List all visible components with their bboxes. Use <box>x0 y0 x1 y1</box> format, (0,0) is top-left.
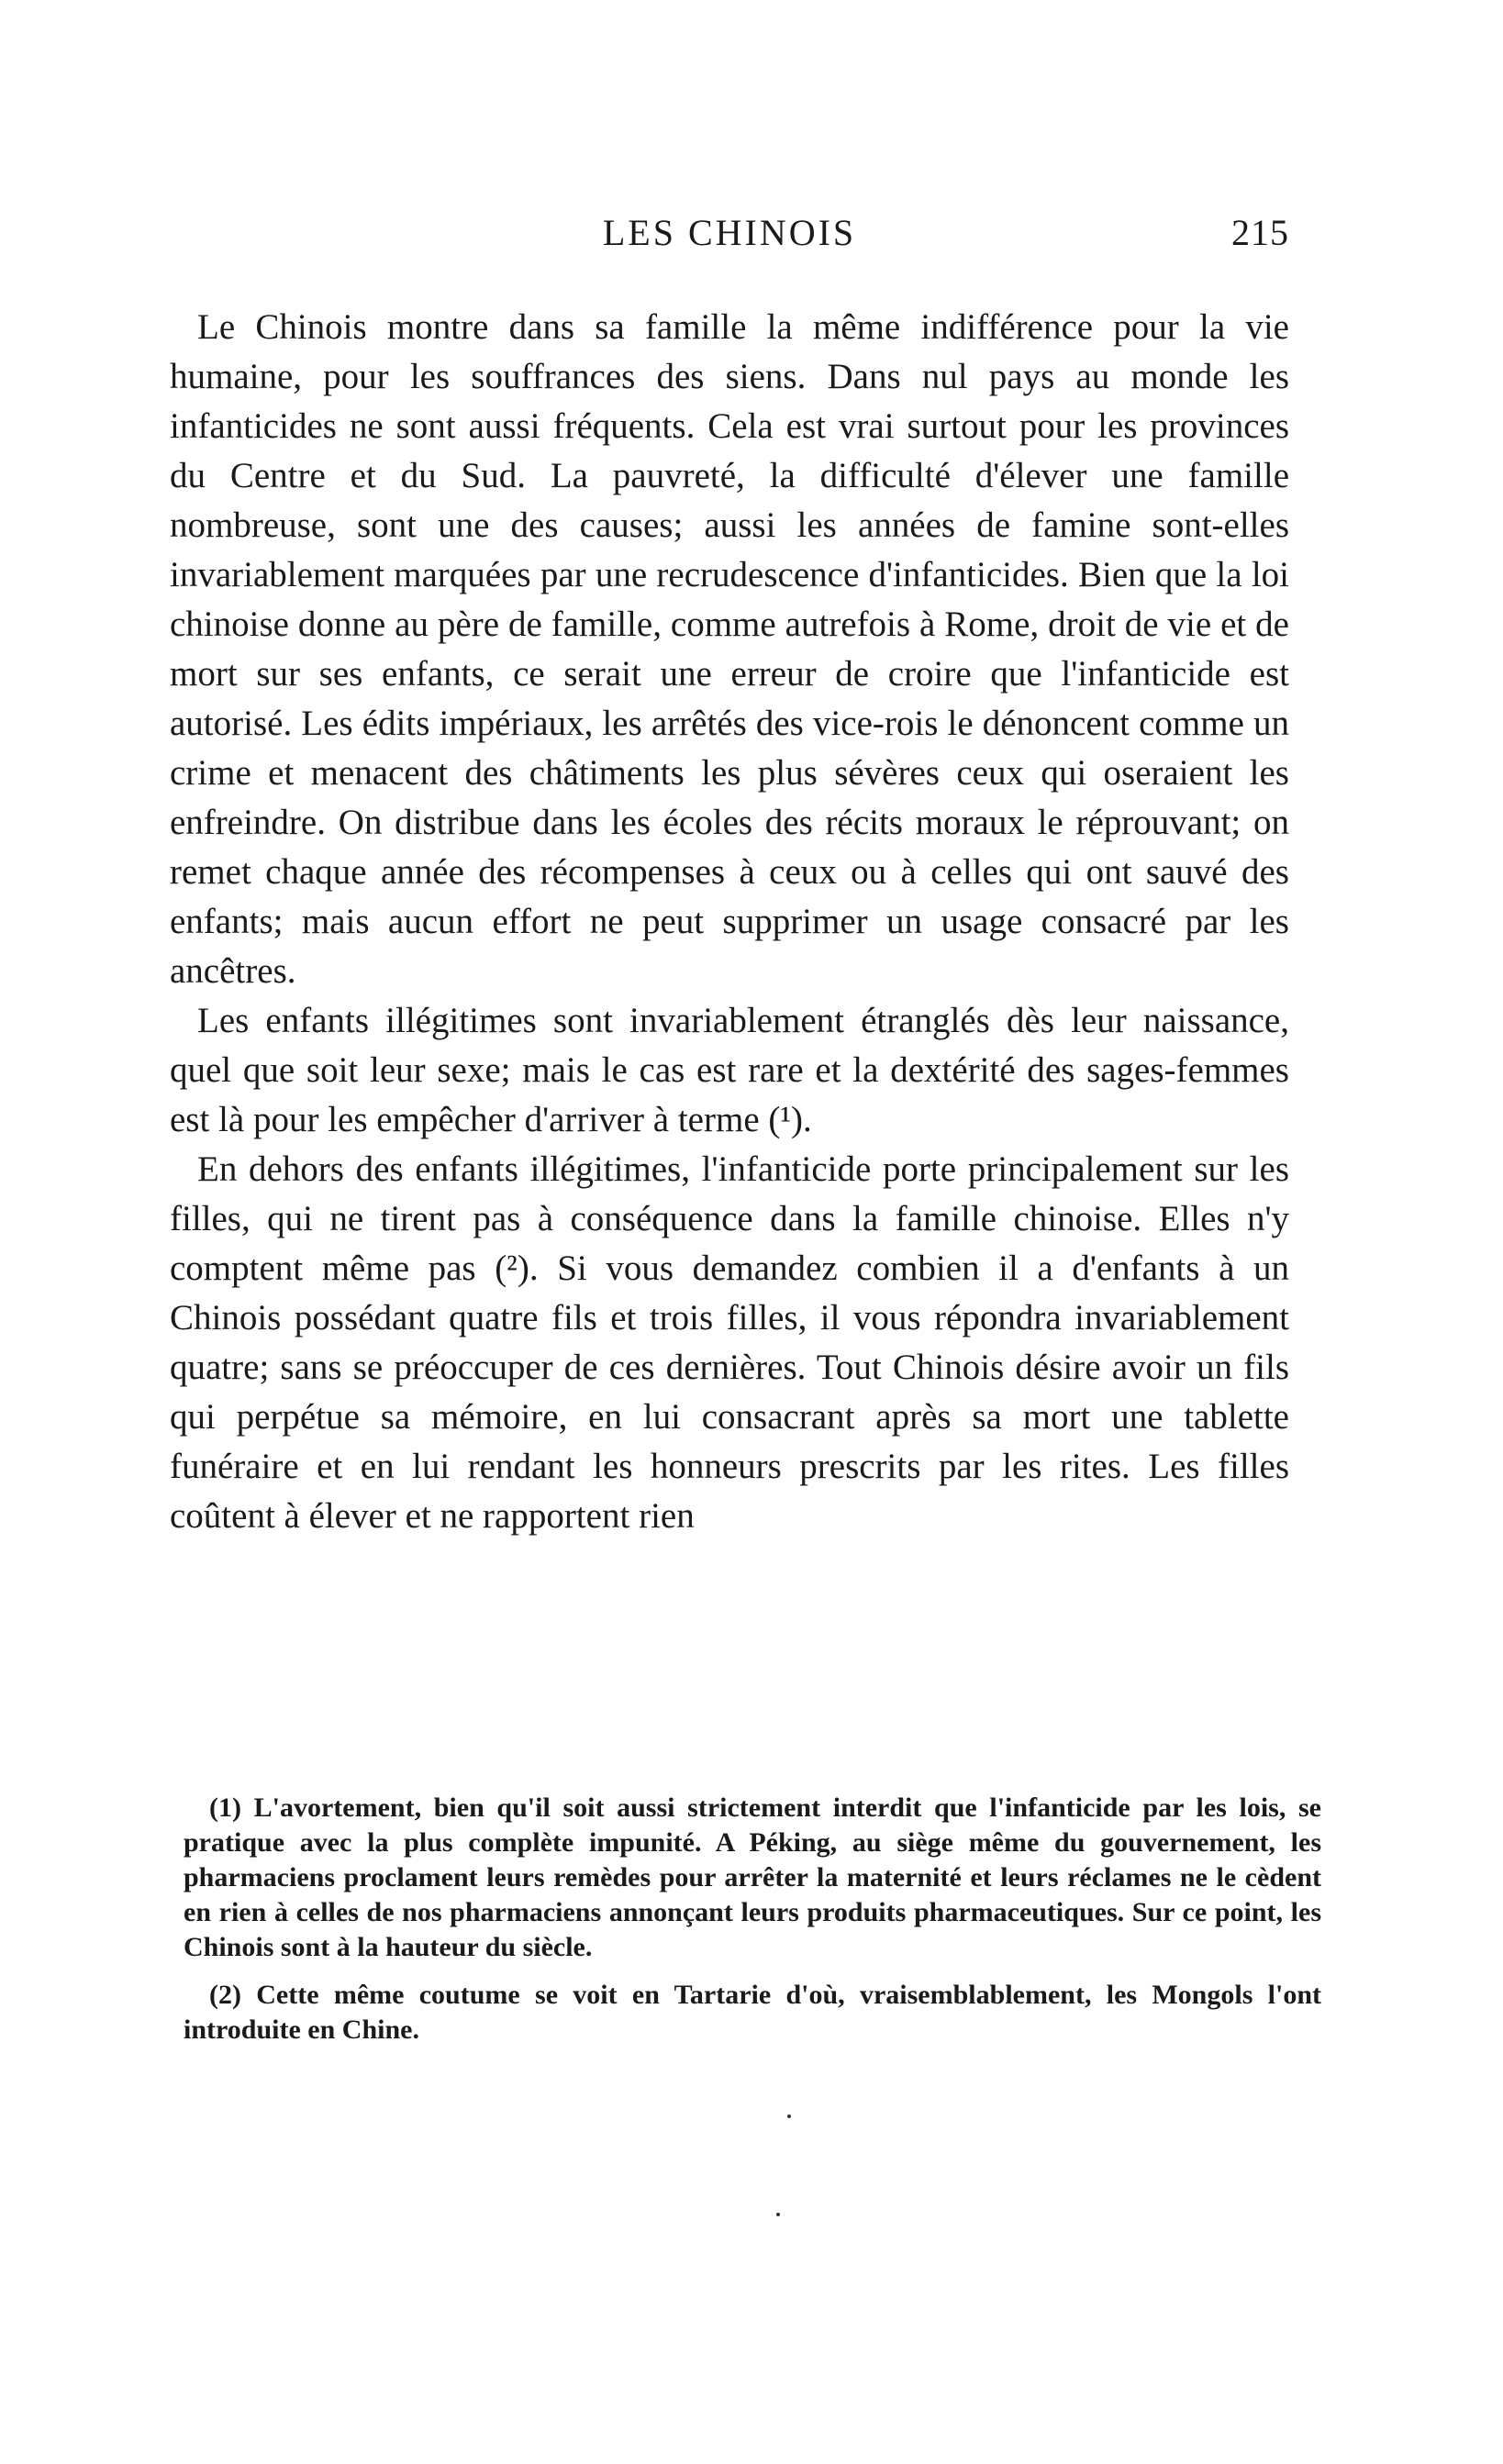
paragraph-1: Le Chinois montre dans sa famille la même indifférence pour la vie humaine, pour les souffrances des siens. Dans nul pays au monde les infanticides ne sont aussi fréquents. Cela est vrai surtout pour les provinces du Centre et du Sud. La pauvreté, la difficulté d'élever une famille nombreuse, sont une des causes; aussi les années de famine sont-elles invariablement marquées par une recrudescence d'infanticides. Bien que la loi chinoise donne au père de famille, comme autrefois à Rome, droit de vie et de mort sur ses enfants, ce serait une erreur de croire que l'infanticide est autorisé. Les édits impériaux, les arrêtés des vice-rois le dénoncent comme un crime et menacent des châtiments les plus sévères ceux qui oseraient les enfreindre. On distribue dans les écoles des récits moraux le réprouvant; on remet chaque année des récompenses à ceux ou à celles qui ont sauvé des enfants; mais aucun effort ne peut supprimer un usage consacré par les ancêtres. <box>170 307 1289 991</box>
body-text <box>170 303 1289 1541</box>
footnotes <box>184 1791 1321 2060</box>
footnote-1: (1) L'avortement, bien qu'il soit aussi strictement interdit que l'infanticide par les lois, se pratique avec la plus complète impunité. A Péking, au siège même du gouvernement, les pharmaciens proclament leurs remèdes pour arrêter la maternité et leurs réclames ne le cèdent en rien à celles de nos pharmaciens annonçant leurs produits pharmaceutiques. Sur ce point, les Chinois sont à la hauteur du siècle. <box>184 1793 1321 1962</box>
page-number: 215 <box>1231 212 1289 253</box>
running-title: LES CHINOIS <box>602 212 857 253</box>
footnote-2: (2) Cette même coutume se voit en Tartarie d'où, vraisemblablement, les Mongols l'ont introduite en Chine. <box>184 1980 1321 2045</box>
paragraph-2: Les enfants illégitimes sont invariablement étranglés dès leur naissance, quel que soit leur sexe; mais le cas est rare et la dextérité des sages-femmes est là pour les empêcher d'arriver à terme (¹). <box>170 1001 1289 1139</box>
paragraph-3: En dehors des enfants illégitimes, l'infanticide porte principalement sur les filles, qui ne tirent pas à conséquence dans la famille chinoise. Elles n'y comptent même pas (²). Si vous demandez combien il a d'enfants à un Chinois possédant quatre fils et trois filles, il vous répondra invariablement quatre; sans se préoccuper de ces dernières. Tout Chinois désire avoir un fils qui perpétue sa mémoire, en lui consacrant après sa mort une tablette funéraire et en lui rendant les honneurs prescrits par les rites. Les filles coûtent à élever et ne rapportent rien <box>170 1149 1289 1536</box>
print-speck <box>776 2213 780 2216</box>
print-speck <box>787 2114 791 2118</box>
running-head <box>170 211 1289 266</box>
